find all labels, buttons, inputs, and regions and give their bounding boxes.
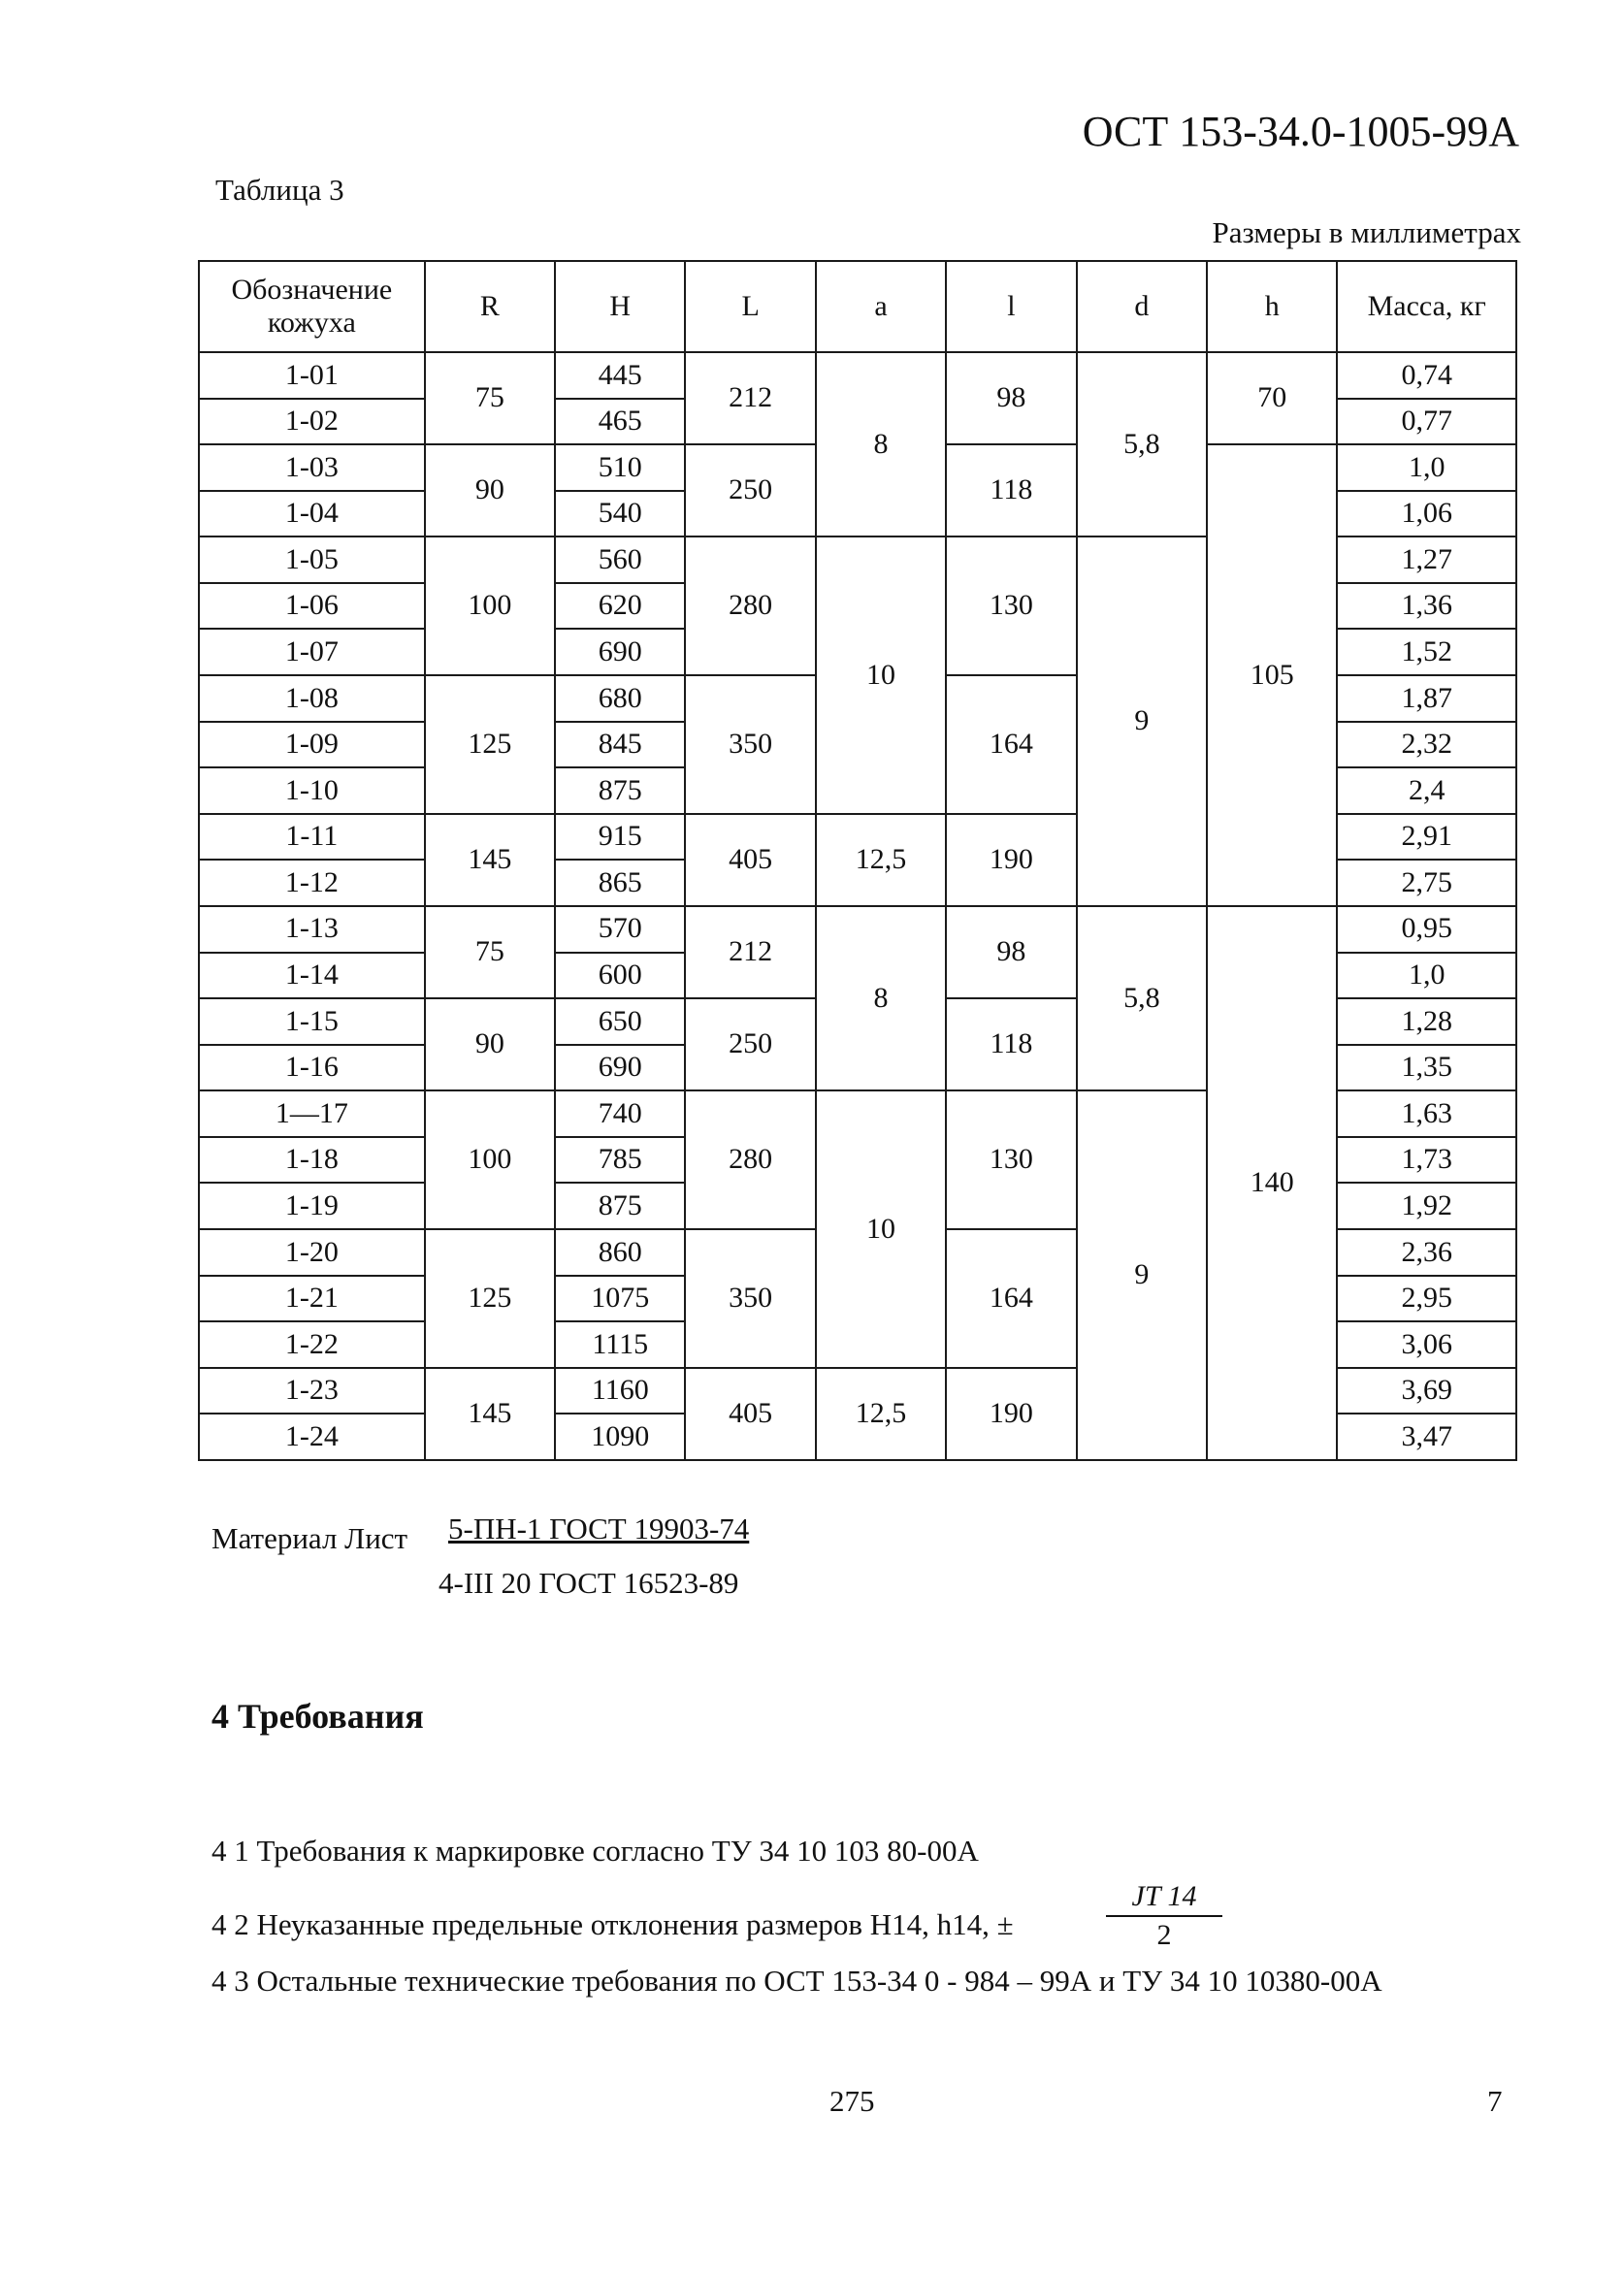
- cell-H: 600: [555, 953, 685, 999]
- cell-d: 5,8: [1077, 352, 1207, 536]
- cell-designation: 1-02: [199, 399, 425, 445]
- cell-L: 350: [685, 675, 815, 814]
- cell-mass: 2,95: [1337, 1276, 1516, 1322]
- cell-mass: 1,63: [1337, 1090, 1516, 1137]
- cell-designation: 1-22: [199, 1321, 425, 1368]
- cell-designation: 1-16: [199, 1045, 425, 1091]
- cell-l: 164: [946, 675, 1076, 814]
- cell-H: 785: [555, 1137, 685, 1184]
- cell-L: 212: [685, 906, 815, 998]
- cell-a: 8: [816, 906, 946, 1090]
- cell-mass: 1,52: [1337, 629, 1516, 675]
- cell-mass: 1,0: [1337, 953, 1516, 999]
- cell-l: 190: [946, 1368, 1076, 1460]
- cell-designation: 1-21: [199, 1276, 425, 1322]
- cell-mass: 0,77: [1337, 399, 1516, 445]
- cell-R: 75: [425, 906, 555, 998]
- material-sheet-2: 4-III 20 ГОСТ 16523-89: [438, 1566, 739, 1600]
- header-R: R: [425, 261, 555, 352]
- cell-R: 100: [425, 1090, 555, 1229]
- cell-H: 740: [555, 1090, 685, 1137]
- cell-designation: 1-08: [199, 675, 425, 722]
- header-L: L: [685, 261, 815, 352]
- cell-mass: 2,36: [1337, 1229, 1516, 1276]
- cell-h: 70: [1207, 352, 1337, 444]
- cell-mass: 3,06: [1337, 1321, 1516, 1368]
- header-row: [199, 261, 1516, 352]
- tolerance-fraction: [1106, 1880, 1222, 1952]
- cell-mass: 2,91: [1337, 814, 1516, 861]
- cell-designation: 1-06: [199, 583, 425, 630]
- cell-H: 1090: [555, 1414, 685, 1460]
- cell-l: 130: [946, 1090, 1076, 1229]
- cell-L: 250: [685, 444, 815, 536]
- cell-mass: 1,35: [1337, 1045, 1516, 1091]
- cell-designation: 1-05: [199, 536, 425, 583]
- cell-R: 90: [425, 444, 555, 536]
- cell-d: 9: [1077, 1090, 1207, 1460]
- requirement-4-2: 4 2 Неуказанные предельные отклонения размеров Н14, h14, ±: [211, 1907, 1014, 1941]
- cell-designation: 1-20: [199, 1229, 425, 1276]
- cell-a: 8: [816, 352, 946, 536]
- cell-H: 540: [555, 491, 685, 537]
- cell-designation: 1-11: [199, 814, 425, 861]
- cell-mass: 1,92: [1337, 1183, 1516, 1229]
- cell-H: 560: [555, 536, 685, 583]
- cell-designation: 1-03: [199, 444, 425, 491]
- cell-mass: 0,74: [1337, 352, 1516, 399]
- cell-designation: 1-09: [199, 722, 425, 768]
- cell-l: 98: [946, 352, 1076, 444]
- cell-mass: 1,73: [1337, 1137, 1516, 1184]
- cell-L: 350: [685, 1229, 815, 1368]
- cell-designation: 1-10: [199, 767, 425, 814]
- cell-H: 865: [555, 860, 685, 906]
- cell-R: 100: [425, 536, 555, 675]
- cell-designation: 1-01: [199, 352, 425, 399]
- cell-designation: 1-19: [199, 1183, 425, 1229]
- header-mass: Масса, кг: [1337, 261, 1516, 352]
- cell-a: 10: [816, 1090, 946, 1367]
- cell-mass: 0,95: [1337, 906, 1516, 953]
- cell-R: 75: [425, 352, 555, 444]
- cell-R: 90: [425, 998, 555, 1090]
- cell-H: 690: [555, 1045, 685, 1091]
- cell-mass: 1,0: [1337, 444, 1516, 491]
- cell-l: 118: [946, 998, 1076, 1090]
- cell-H: 690: [555, 629, 685, 675]
- cell-L: 250: [685, 998, 815, 1090]
- cell-mass: 2,32: [1337, 722, 1516, 768]
- cell-H: 845: [555, 722, 685, 768]
- cell-mass: 1,06: [1337, 491, 1516, 537]
- cell-l: 190: [946, 814, 1076, 906]
- cell-H: 465: [555, 399, 685, 445]
- cell-designation: 1-12: [199, 860, 425, 906]
- cell-R: 145: [425, 814, 555, 906]
- cell-designation: 1-14: [199, 953, 425, 999]
- cell-mass: 1,36: [1337, 583, 1516, 630]
- header-d: d: [1077, 261, 1207, 352]
- cell-H: 650: [555, 998, 685, 1045]
- requirement-4-1: 4 1 Требования к маркировке согласно ТУ 34 10 103 80-00А: [211, 1834, 979, 1868]
- cell-mass: 1,27: [1337, 536, 1516, 583]
- cell-mass: 3,47: [1337, 1414, 1516, 1460]
- cell-h: 105: [1207, 444, 1337, 906]
- table-row: [199, 906, 1516, 953]
- section-heading: 4 Требования: [211, 1697, 424, 1736]
- cell-mass: 2,75: [1337, 860, 1516, 906]
- cell-H: 680: [555, 675, 685, 722]
- cell-a: 10: [816, 536, 946, 813]
- cell-H: 510: [555, 444, 685, 491]
- cell-d: 5,8: [1077, 906, 1207, 1090]
- cell-H: 620: [555, 583, 685, 630]
- cell-designation: 1-04: [199, 491, 425, 537]
- tolerance-denominator: 2: [1156, 1919, 1172, 1951]
- cell-H: 445: [555, 352, 685, 399]
- cell-H: 860: [555, 1229, 685, 1276]
- header-H: H: [555, 261, 685, 352]
- cell-l: 98: [946, 906, 1076, 998]
- cell-mass: 1,87: [1337, 675, 1516, 722]
- cell-l: 118: [946, 444, 1076, 536]
- requirement-4-3: 4 3 Остальные технические требования по ОСТ 153-34 0 - 984 – 99А и ТУ 34 10 10380-00А: [211, 1964, 1382, 1998]
- cell-mass: 3,69: [1337, 1368, 1516, 1414]
- tolerance-numerator: JT 14: [1106, 1880, 1222, 1917]
- cell-designation: 1-18: [199, 1137, 425, 1184]
- cell-designation: 1-24: [199, 1414, 425, 1460]
- cell-designation: 1-07: [199, 629, 425, 675]
- material-label: Материал Лист: [211, 1521, 408, 1555]
- cell-H: 1075: [555, 1276, 685, 1322]
- cell-designation: 1-13: [199, 906, 425, 953]
- cell-L: 405: [685, 814, 815, 906]
- cell-H: 1160: [555, 1368, 685, 1414]
- cell-designation: 1-15: [199, 998, 425, 1045]
- cell-a: 12,5: [816, 1368, 946, 1460]
- cell-l: 164: [946, 1229, 1076, 1368]
- cell-R: 125: [425, 675, 555, 814]
- cell-H: 570: [555, 906, 685, 953]
- cell-R: 145: [425, 1368, 555, 1460]
- cell-a: 12,5: [816, 814, 946, 906]
- cell-L: 280: [685, 1090, 815, 1229]
- cell-d: 9: [1077, 536, 1207, 906]
- cell-H: 1115: [555, 1321, 685, 1368]
- cell-mass: 1,28: [1337, 998, 1516, 1045]
- table-caption: Таблица 3: [215, 173, 344, 207]
- document-code: ОСТ 153-34.0-1005-99А: [1082, 108, 1519, 155]
- material-sheet-1: 5-ПН-1 ГОСТ 19903-74: [448, 1512, 750, 1545]
- header-l: l: [946, 261, 1076, 352]
- cell-L: 212: [685, 352, 815, 444]
- table-row: [199, 352, 1516, 399]
- header-h: h: [1207, 261, 1337, 352]
- cell-L: 405: [685, 1368, 815, 1460]
- cell-mass: 2,4: [1337, 767, 1516, 814]
- header-designation: Обозначение кожуха: [199, 261, 425, 352]
- cell-L: 280: [685, 536, 815, 675]
- cell-R: 125: [425, 1229, 555, 1368]
- units-note: Размеры в миллиметрах: [1212, 215, 1521, 249]
- cell-l: 130: [946, 536, 1076, 675]
- page-number: 275: [829, 2084, 875, 2118]
- dimensions-table: [198, 260, 1517, 1461]
- sheet-number: 7: [1487, 2084, 1503, 2118]
- cell-H: 875: [555, 1183, 685, 1229]
- cell-h: 140: [1207, 906, 1337, 1460]
- cell-designation: 1—17: [199, 1090, 425, 1137]
- cell-H: 915: [555, 814, 685, 861]
- cell-H: 875: [555, 767, 685, 814]
- header-a: a: [816, 261, 946, 352]
- cell-designation: 1-23: [199, 1368, 425, 1414]
